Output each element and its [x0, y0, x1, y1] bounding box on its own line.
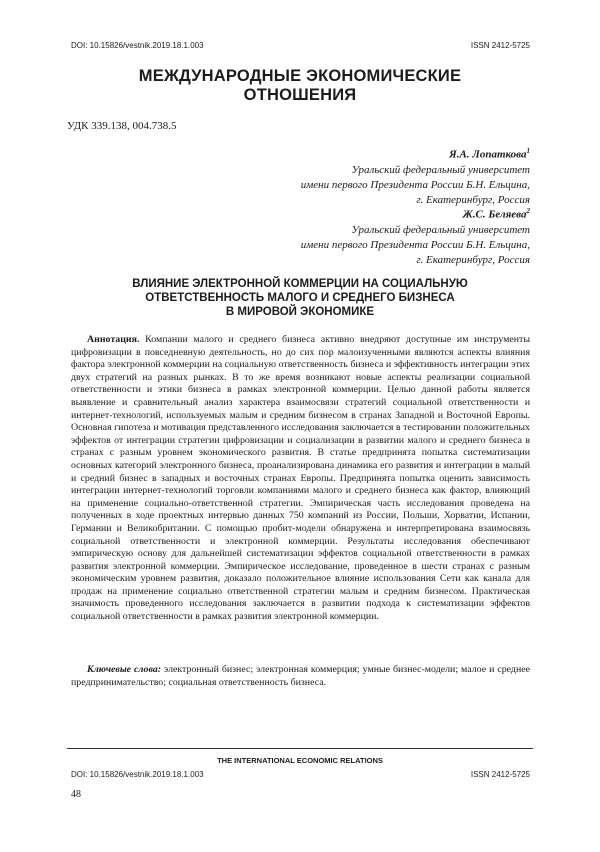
page-number: 48: [71, 789, 81, 800]
author-affiliation-1-line-2: имени первого Президента России Б.Н. Ельцина,: [301, 178, 530, 193]
footer-doi: DOI: 10.15826/vestnik.2019.18.1.003: [71, 770, 204, 779]
author-affiliation-2-line-2: имени первого Президента России Б.Н. Ельцина,: [301, 238, 530, 253]
footer-issn: ISSN 2412-5725: [471, 770, 530, 779]
udk-code: УДК 339.138, 004.738.5: [67, 120, 177, 132]
article-title: [0, 277, 600, 319]
article-title-line-3: В МИРОВОЙ ЭКОНОМИКЕ: [0, 305, 600, 319]
section-title-line-2: ОТНОШЕНИЯ: [0, 86, 600, 105]
abstract-label: Аннотация.: [87, 334, 139, 345]
abstract-text: Компании малого и среднего бизнеса активно внедряют доступные им инструменты цифровизации в повседневную деятельность, но до сих пор малоизученными являются аспекты влияния фактора электронной коммерции на социальную ответственность бизнеса и эффективность интеграции этих двух стратегий на разных рынках. В то же время возникают новые аспекты реализации социальной ответственности и этики бизнеса в рамках электронной коммерции. Целью данной работы является выявление и сравнительный анализ характера взаимосвязи стратегий социальной ответственности и интернет-технологий, используемых малым и средним бизнесом в странах Западной и Восточной Европы. Основная гипотеза и мотивация представленного исследования заключается в тестировании положительных эффектов от интеграции стратегии цифровизации и социализации в развитии малого и среднего бизнеса в странах с разным уровнем экономического развития. В статье предпринята попытка систематизации основных категорий электронного бизнеса, проанализирована динамика его развития и интеграции в малый и средний бизнес в западных и восточных странах Европы. Предпринята попытка оценить зависимость интеграции интернет-технологий торговли компаниями малого и среднего бизнеса как фактор, влияющий на применение социально-ответственной стратегии. Эмпирическая часть исследования проведена на полученных в ходе проектных интервью данных 750 компаний из России, Польши, Хорватии, Испании, Германии и Великобритании. С помощью пробит-модели обнаружена и интерпретирована взаимосвязь социальной ответственности и электронной коммерции. Результаты исследования обеспечивают эмпирическую основу для дальнейшей систематизации эффектов социальной ответственности в рамках развития электронной коммерции. Эмпирическое исследование, проведенное в шести странах с разным экономическим уровнем развития, доказало положительное влияние использования Сети как канала для продаж на применение социально ответственной стратегии малым и средним бизнесом. Практическая значимость проведенного исследования заключается в развитии подхода к систематизации эффектов социальной ответственности в рамках развития электронной коммерции.: [71, 334, 530, 622]
footer-divider: [67, 748, 533, 749]
author-name-1: Я.А. Лопаткова1: [301, 144, 530, 163]
keywords-label: Ключевые слова:: [87, 664, 161, 675]
abstract-paragraph: [71, 334, 530, 624]
author-block-2: [301, 204, 530, 268]
header-issn: ISSN 2412-5725: [471, 41, 530, 50]
author-affiliation-1-line-1: Уральский федеральный университет: [301, 163, 530, 178]
article-title-line-1: ВЛИЯНИЕ ЭЛЕКТРОННОЙ КОММЕРЦИИ НА СОЦИАЛЬНУЮ: [0, 277, 600, 291]
header-doi: DOI: 10.15826/vestnik.2019.18.1.003: [71, 41, 204, 50]
footer-journal-name: THE INTERNATIONAL ECONOMIC RELATIONS: [0, 756, 600, 765]
keywords-paragraph: [71, 664, 530, 689]
author-affiliation-2-line-3: г. Екатеринбург, Россия: [301, 253, 530, 268]
section-title-line-1: МЕЖДУНАРОДНЫЕ ЭКОНОМИЧЕСКИЕ: [0, 67, 600, 86]
section-title: [0, 67, 600, 105]
author-block-1: [301, 144, 530, 208]
keywords-text: электронный бизнес; электронная коммерция; умные бизнес-модели; малое и среднее предпринимательство; социальная ответственность бизнеса.: [71, 664, 530, 688]
author-name-2: Ж.С. Беляева2: [301, 204, 530, 223]
author-affiliation-2-line-1: Уральский федеральный университет: [301, 223, 530, 238]
article-title-line-2: ОТВЕТСТВЕННОСТЬ МАЛОГО И СРЕДНЕГО БИЗНЕСА: [0, 291, 600, 305]
author-affiliation-1-line-3: г. Екатеринбург, Россия: [301, 193, 530, 208]
